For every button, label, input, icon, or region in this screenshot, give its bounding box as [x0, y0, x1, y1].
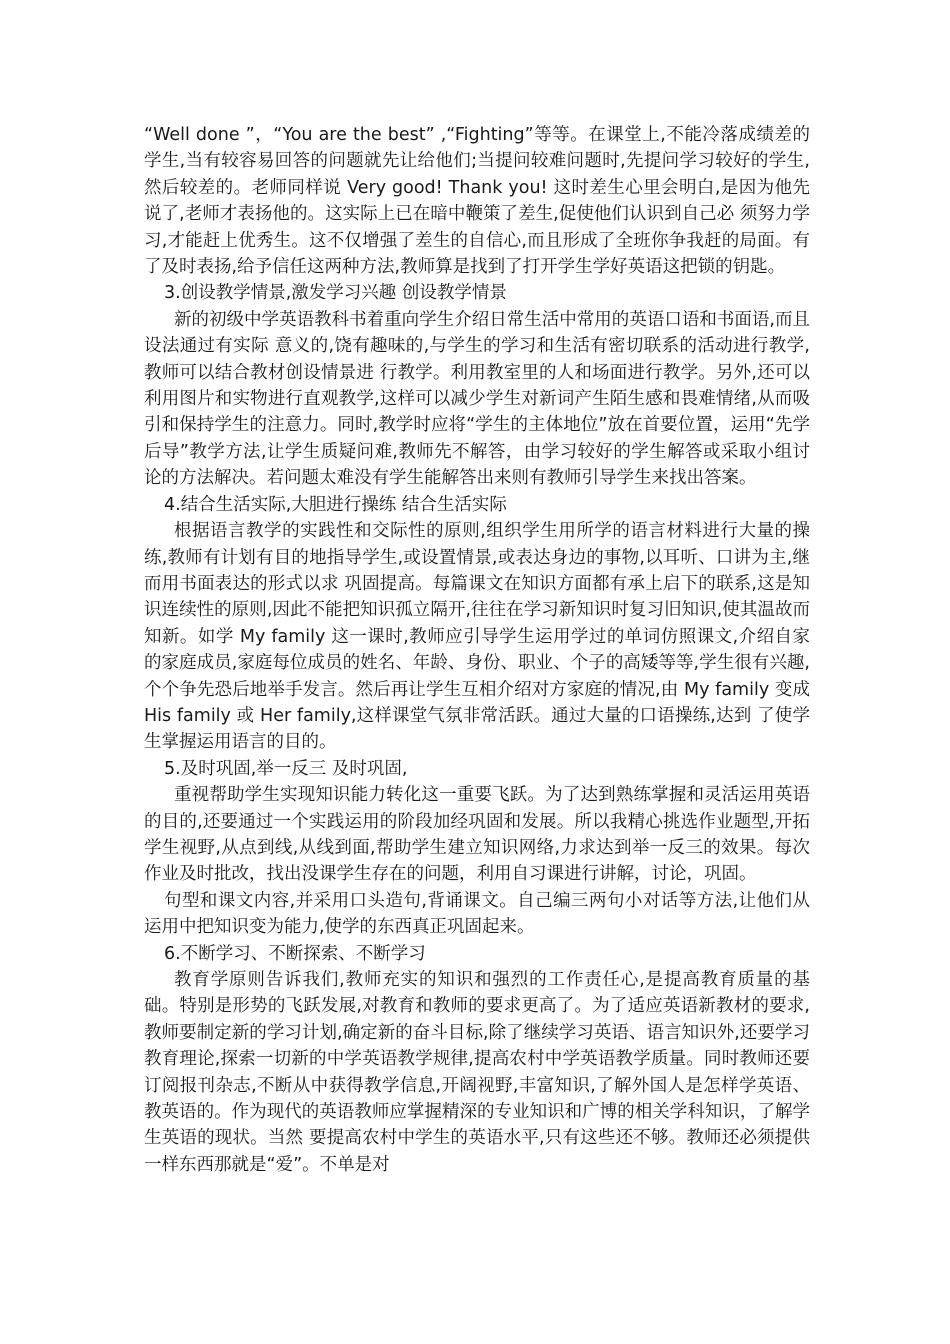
section-heading-6: 6.不断学习、不断探索、不断学习 — [164, 943, 426, 964]
document-body — [144, 122, 810, 1178]
section-heading-3: 3.创设教学情景,激发学习兴趣 创设教学情景 — [164, 283, 507, 304]
paragraph-consolidation: 重视帮助学生实现知识能力转化这一重要飞跃。为了达到熟练掌握和灵活运用英语的目的,还要通过一个实践运用的阶段加经巩固和发展。所以我精心挑选作业题型,开拓学生视野,从点到线,从线到面,帮助学生建立知识网络,力求达到举一反三的效果。每次作业及时批改，找出没课学生存在的问题，利用自习课进行讲解，讨论，巩固。 — [144, 785, 810, 885]
paragraph-practice: 根据语言教学的实践性和交际性的原则,组织学生用所学的语言材料进行大量的操练,教师有计划有目的地指导学生,或设置情景,或表达身边的事物,以耳听、口讲为主,继而用书面表达的形式以求 巩固提高。每篇课文在知识方面都有承上启下的联系,这是知识连续性的原则,因此不能把知识孤立隔开,往往在学习新知识时复习旧知识,使其温故而知新。如学 My family 这一课时,教师应引导学生运用学过的单词仿照课文,介绍自家的家庭成员,家庭每位成员的姓名、年龄、身份、职业、个子的高矮等等,学生很有兴趣,个个争先恐后地举手发言。然后再让学生互相介绍对方家庭的情况,由 My family 变成 His family 或 Her family,这样课堂气氛非常活跃。通过大量的口语操练,达到 了使学生掌握运用语言的目的。 — [144, 521, 810, 753]
section-heading-5: 5.及时巩固,举一反三 及时巩固, — [164, 758, 408, 779]
paragraph-continuous-learning: 教育学原则告诉我们,教师充实的知识和强烈的工作责任心,是提高教育质量的基础。特别是形势的飞跃发展,对教育和教师的要求更高了。为了适应英语新教材的要求,教师要制定新的学习计划,确定新的奋斗目标,除了继续学习英语、语言知识外,还要学习教育理论,探索一切新的中学英语教学规律,提高农村中学英语教学质量。同时教师还要订阅报刊杂志,不断从中获得教学信息,开阔视野,丰富知识,了解外国人是怎样学英语、教英语的。作为现代的英语教师应掌握精深的专业知识和广博的相关学科知识，了解学生英语的现状。当然 要提高农村中学生的英语水平,只有这些还不够。教师还必须提供一样东西那就是“爱”。不单是对 — [144, 970, 810, 1175]
paragraph-praise-methods: “Well done ”，“You are the best” ,“Fighting”等等。在课堂上,不能冷落成绩差的学生,当有较容易回答的问题就先让给他们;当提问较难问题时,先提问学习较好的学生,然后较差的。老师同样说 Very good! Thank you! 这时差生心里会明白,是因为他先说了,老师才表扬他的。这实际上已在暗中鞭策了差生,促使他们认识到自己必 须努力学习,才能赶上优秀生。这不仅增强了差生的自信心,而且形成了全班你争我赶的局面。有了及时表扬,给予信任这两种方法,教师算是找到了打开学生学好英语这把锁的钥匙。 — [144, 125, 810, 278]
paragraph-teaching-situation: 新的初级中学英语教科书着重向学生介绍日常生活中常用的英语口语和书面语,而且设法通过有实际 意义的,饶有趣味的,与学生的学习和生活有密切联系的活动进行教学,教师可以结合教材创设情景进 行教学。利用教室里的人和场面进行教学。另外,还可以利用图片和实物进行直观教学,这样可以减少学生对新词产生陌生感和畏难情绪,从而吸引和保持学生的注意力。同时,教学时应将“学生的主体地位”放在首要位置，运用“先学后导”教学方法,让学生质疑问难,教师先不解答，由学习较好的学生解答或采取小组讨论的方法解决。若问题太难没有学生能解答出来则有教师引导学生来找出答案。 — [144, 309, 810, 489]
section-heading-4: 4.结合生活实际,大胆进行操练 结合生活实际 — [164, 494, 507, 515]
paragraph-sentence-patterns: 句型和课文内容,并采用口头造句,背诵课文。自己编三两句小对话等方法,让他们从运用中把知识变为能力,使学的东西真正巩固起来。 — [144, 890, 810, 938]
